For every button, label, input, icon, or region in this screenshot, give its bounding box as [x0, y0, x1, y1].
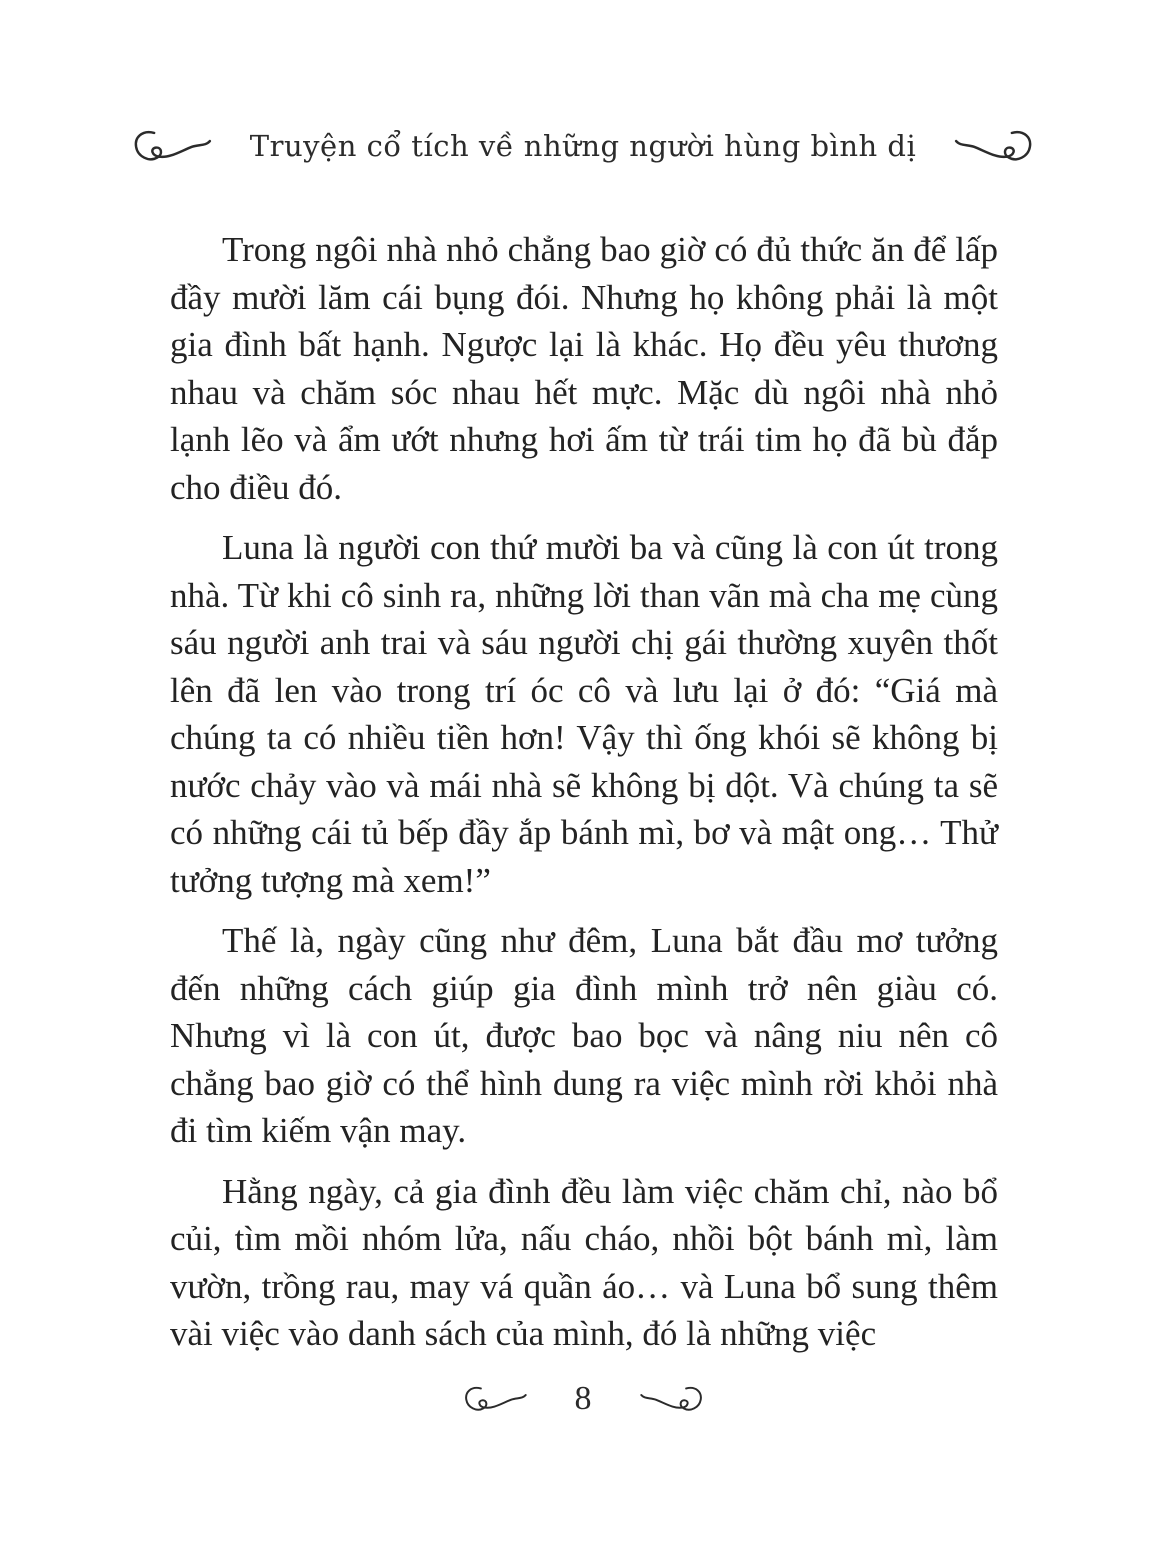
footer-flourish-left-icon [463, 1383, 529, 1415]
paragraph: Thế là, ngày cũng như đêm, Luna bắt đầu mơ tưởng đến những cách giúp gia đình mình trở nên giàu có. Nhưng vì là con út, được bao bọc và nâng niu nên cô chẳng bao giờ có thể hình dung ra việc mình rời khỏi nhà đi tìm kiếm vận may. [170, 921, 998, 1150]
footer-flourish-right-icon [638, 1383, 704, 1415]
page-number: 8 [574, 1380, 592, 1417]
header-flourish-left-icon [132, 126, 214, 166]
page-header [0, 126, 1166, 166]
paragraph: Hằng ngày, cả gia đình đều làm việc chăm chỉ, nào bổ củi, tìm mồi nhóm lửa, nấu cháo, nhồi bột bánh mì, làm vườn, trồng rau, may vá quần áo… và Luna bổ sung thêm vài việc vào danh sách của mình, đó là những việc [170, 1171, 998, 1353]
running-head-title: Truyện cổ tích về những người hùng bình dị [249, 129, 917, 163]
paragraph: Trong ngôi nhà nhỏ chẳng bao giờ có đủ thức ăn để lấp đầy mười lăm cái bụng đói. Nhưng họ không phải là một gia đình bất hạnh. Ngược lại là khác. Họ đều yêu thương nhau và chăm sóc nhau hết mực. Mặc dù ngôi nhà nhỏ lạnh lẽo và ẩm ướt nhưng hơi ấm từ trái tim họ đã bù đắp cho điều đó. [170, 230, 998, 507]
page-body [170, 226, 998, 1371]
paragraph: Luna là người con thứ mười ba và cũng là con út trong nhà. Từ khi cô sinh ra, những lời than vãn mà cha mẹ cùng sáu người anh trai và sáu người chị gái thường xuyên thốt lên đã len vào trong trí óc cô và lưu lại ở đó: “Giá mà chúng ta có nhiều tiền hơn! Vậy thì ống khói sẽ không bị nước chảy vào và mái nhà sẽ không bị dột. Và chúng ta sẽ có những cái tủ bếp đầy ắp bánh mì, bơ và mật ong… Thử tưởng tượng mà xem!” [170, 528, 998, 900]
page-footer [0, 1382, 1166, 1416]
header-flourish-right-icon [952, 126, 1034, 166]
